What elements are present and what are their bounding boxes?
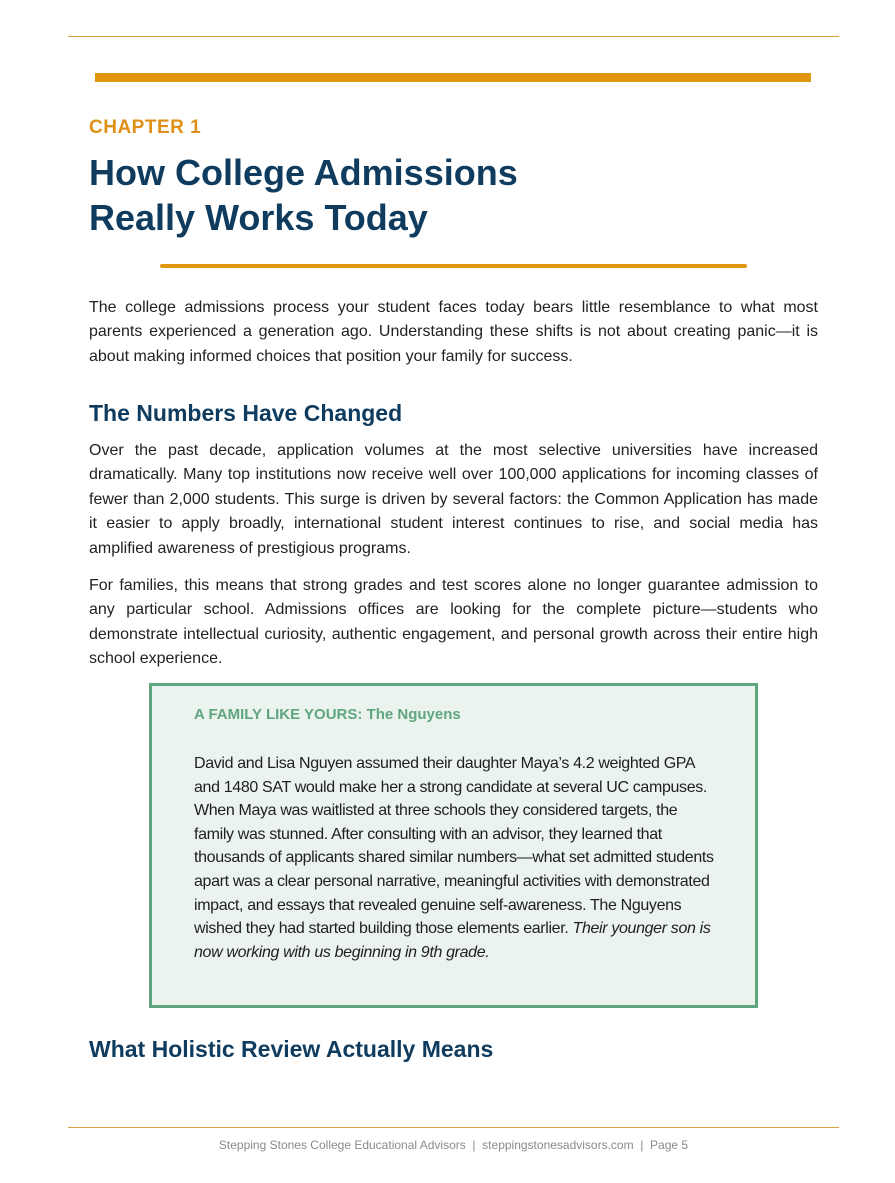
header-rule [68, 36, 839, 37]
callout-title: A FAMILY LIKE YOURS: The Nguyens [194, 706, 461, 723]
chapter-label: CHAPTER 1 [89, 117, 202, 138]
section-heading-holistic: What Holistic Review Actually Means [89, 1036, 494, 1062]
section-heading-numbers: The Numbers Have Changed [89, 400, 403, 426]
chapter-accent-bar [95, 73, 811, 82]
callout-body [194, 752, 714, 964]
numbers-paragraph-1: Over the past decade, application volumes at the most selective universities have increased dramatically. Many top institutions now receive well over 100,000 applications for incoming classes of fewer than 2,000 students. This surge is driven by several factors: the Common Application has made it easier to apply broadly, international student interest continues to rise, and social media has amplified awareness of prestigious programs. [89, 442, 818, 557]
chapter-title [89, 150, 518, 240]
page-footer: Stepping Stones College Educational Advisors | steppingstonesadvisors.com | Page 5 [218, 1138, 689, 1152]
chapter-title-line-2: Really Works Today [89, 197, 428, 238]
chapter-title-line-1: How College Admissions [89, 152, 518, 193]
callout-body-text: David and Lisa Nguyen assumed their daughter Maya’s 4.2 weighted GPA and 1480 SAT would make her a strong candidate at several UC campuses. When Maya was waitlisted at three schools they considered targets, the family was stunned. After consulting with an advisor, they learned that thousands of applicants shared similar numbers—what set admitted students apart was a clear personal narrative, meaningful activities with demonstrated impact, and essays that revealed genuine self-awareness. The Nguyens wished they had started building those elements earlier. [194, 755, 714, 938]
title-underline [160, 264, 747, 268]
numbers-paragraph-2: For families, this means that strong grades and test scores alone no longer guarantee admission to any particular school. Admissions offices are looking for the complete picture—students who demonstrate intellectual curiosity, authentic engagement, and personal growth across their entire high school experience. [89, 577, 818, 668]
family-callout-box [149, 683, 758, 1008]
intro-paragraph: The college admissions process your student faces today bears little resemblance to what most parents experienced a generation ago. Understanding these shifts is not about creating panic—it is about making informed choices that position your family for success. [89, 299, 818, 365]
callout-italic-note: Their younger son is now working with us beginning in 9th grade. [194, 920, 711, 961]
footer-rule [68, 1127, 839, 1128]
